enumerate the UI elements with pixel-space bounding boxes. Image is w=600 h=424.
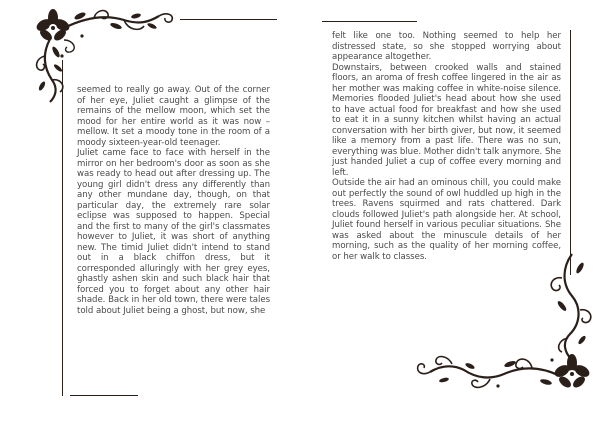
right-paragraph-2: Downstairs, between crooked walls and stained floors, an aroma of fresh coffee lingered in the air as her mother was making coffee in white-noise silence. Memories flooded Juliet's head about how she used to have actual food for breakfast and how she used to eat it in a sunny kitchen whilst having an actual conversation with her birth giver, but now, it seemed like a memory from a past life. There was no sun, everything was blue. Mother didn't talk anymore. She just handed Juliet a cup of coffee every morning and left.	[332, 62, 561, 178]
frame-left-line	[62, 60, 63, 396]
frame-top-line	[322, 21, 417, 22]
floral-corner-ornament-icon	[412, 248, 597, 398]
right-page-text	[332, 31, 561, 262]
left-page-text	[77, 85, 270, 316]
left-paragraph-1: seemed to really go away. Out of the corner of her eye, Juliet caught a glimpse of the remains of the mellow moon, which set the mood for her entire world as it was now – mellow. It set a moody tone in the room of a moody sixteen-year-old teenager.	[77, 85, 270, 148]
frame-top-line	[180, 19, 277, 20]
right-page	[300, 0, 600, 424]
right-paragraph-1: felt like one too. Nothing seemed to help her distressed state, so she stopped worrying about appearance altogether.	[332, 31, 561, 62]
left-paragraph-2: Juliet came face to face with herself in the mirror on her bedroom's door as soon as she was ready to head out after dressing up. The young girl didn't dress any differently than any other mundane day, though, on that particular day, the extremely rare solar eclipse was supposed to happen. Special and the first to many of the girl's classmates however to Juliet, it was short of anything new. The timid Juliet didn't intend to stand out in a black chiffon dress, but it corresponded alluringly with her grey eyes, ghastly ashen skin and such black hair that forced you to forget about any other hair shade. Back in her old town, there were tales told about Juliet being a ghost, but now, she	[77, 148, 270, 316]
frame-right-line	[570, 30, 571, 275]
frame-bottom-line	[70, 395, 138, 396]
right-paragraph-3: Outside the air had an ominous chill, you could make out perfectly the sound of owl huddled up high in the trees. Ravens squirmed and rats chattered. Dark clouds followed Juliet's path alongside her. At school, Juliet found herself in various peculiar situations. She was asked about the minuscule details of her morning, such as the quality of her morning coffee, or her walk to classes.	[332, 178, 561, 262]
